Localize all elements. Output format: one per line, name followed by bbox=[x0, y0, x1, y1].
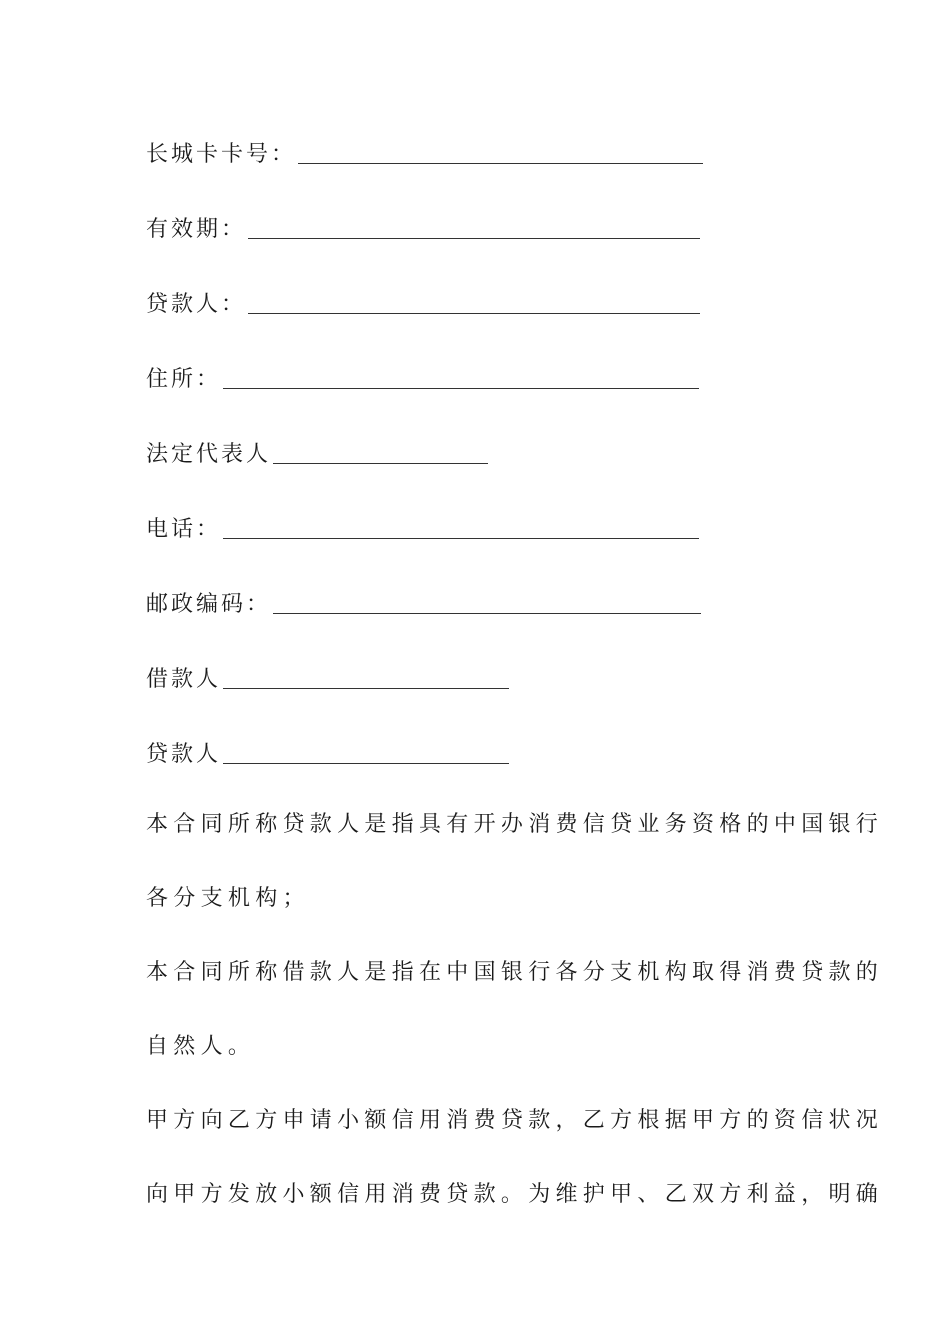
lender-sign-label: 贷款人 bbox=[146, 742, 222, 767]
lender-label: 贷款人： bbox=[146, 292, 247, 317]
phone-field bbox=[146, 503, 699, 543]
borrower-field bbox=[146, 653, 509, 693]
paragraph-line: 本合同所称借款人是指在中国银行各分支机构取得消费贷款的 bbox=[146, 960, 884, 985]
legal-rep-field bbox=[146, 428, 488, 468]
borrower-label: 借款人 bbox=[146, 667, 222, 692]
validity-field bbox=[146, 203, 700, 243]
lender-sign-blank[interactable] bbox=[223, 763, 509, 764]
card-number-field bbox=[146, 128, 703, 168]
paragraph-line: 各分支机构； bbox=[146, 886, 310, 911]
paragraph-line: 自然人。 bbox=[146, 1034, 256, 1059]
lender-blank[interactable] bbox=[248, 313, 700, 314]
borrower-blank[interactable] bbox=[223, 688, 509, 689]
lender-field bbox=[146, 278, 700, 318]
address-blank[interactable] bbox=[223, 388, 699, 389]
phone-label: 电话： bbox=[146, 517, 222, 542]
paragraph-line: 甲方向乙方申请小额信用消费贷款，乙方根据甲方的资信状况 bbox=[146, 1108, 884, 1133]
postal-code-label: 邮政编码： bbox=[146, 592, 272, 617]
paragraph-line: 向甲方发放小额信用消费贷款。为维护甲、乙双方利益，明确 bbox=[146, 1182, 884, 1207]
paragraph-line: 本合同所称贷款人是指具有开办消费信贷业务资格的中国银行 bbox=[146, 812, 884, 837]
postal-code-blank[interactable] bbox=[273, 613, 701, 614]
card-number-blank[interactable] bbox=[298, 163, 703, 164]
postal-code-field bbox=[146, 578, 701, 618]
card-number-label: 长城卡卡号： bbox=[146, 142, 297, 167]
lender-sign-field bbox=[146, 728, 509, 768]
address-field bbox=[146, 353, 699, 393]
legal-rep-label: 法定代表人 bbox=[146, 442, 272, 467]
validity-label: 有效期： bbox=[146, 217, 247, 242]
address-label: 住所： bbox=[146, 367, 222, 392]
validity-blank[interactable] bbox=[248, 238, 700, 239]
legal-rep-blank[interactable] bbox=[273, 463, 488, 464]
phone-blank[interactable] bbox=[223, 538, 699, 539]
